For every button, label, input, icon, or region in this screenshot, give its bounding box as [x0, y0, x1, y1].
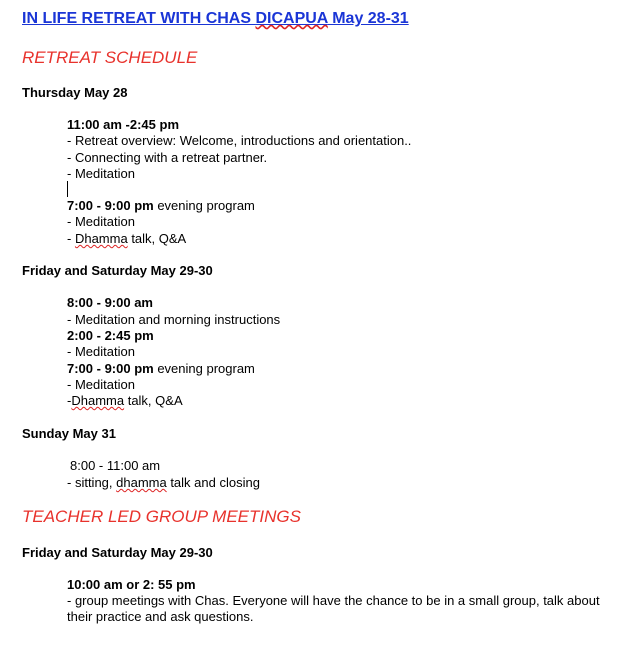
group-meetings-day: Friday and Saturday May 29-30: [22, 545, 213, 560]
thursday-item-5-word: Dhamma: [74, 231, 128, 246]
thursday-item-3: - Meditation: [67, 166, 135, 181]
sunday-item-word: dhamma: [116, 475, 167, 490]
thursday-item-2: - Connecting with a retreat partner.: [67, 150, 268, 165]
sunday-item-pre: - sitting,: [67, 475, 117, 490]
sunday-item-1: [67, 475, 260, 491]
friday-item-1: - Meditation and morning instructions: [67, 312, 281, 327]
title-part-1: IN LIFE RETREAT WITH CHAS: [22, 10, 256, 27]
retreat-schedule-heading: RETREAT SCHEDULE: [22, 48, 198, 67]
document-title: [22, 10, 409, 28]
thursday-item-5-post: talk, Q&A: [127, 231, 187, 246]
thursday-time-2: 7:00 - 9:00 pm: [67, 198, 154, 213]
sunday-time-1: 8:00 - 11:00 am: [70, 458, 161, 473]
group-meetings-time: 10:00 am or 2: 55 pm: [67, 577, 196, 592]
friday-time-3-suffix: evening program: [153, 361, 255, 376]
thursday-item-5-pre: -: [67, 231, 75, 246]
title-name: DICAPUA: [255, 10, 328, 27]
group-meetings-description: - group meetings with Chas. Everyone will have the chance to be in a small group, talk about their practice and ask questions.: [67, 593, 600, 624]
friday-heading: Friday and Saturday May 29-30: [22, 263, 213, 278]
title-part-2: May 28-31: [327, 10, 409, 27]
thursday-time-1: 11:00 am -2:45 pm: [67, 117, 180, 132]
friday-time-3: 7:00 - 9:00 pm: [67, 361, 154, 376]
thursday-item-1: - Retreat overview: Welcome, introductions and orientation..: [67, 133, 412, 148]
friday-item-4: [67, 393, 183, 409]
group-meetings-heading: TEACHER LED GROUP MEETINGS: [22, 507, 301, 526]
friday-item-4-word: Dhamma: [71, 393, 125, 408]
friday-time-2: 2:00 - 2:45 pm: [67, 328, 154, 343]
thursday-item-5: [67, 231, 186, 247]
sunday-item-post: talk and closing: [166, 475, 260, 490]
friday-item-3: - Meditation: [67, 377, 135, 392]
thursday-time-2-line: [67, 198, 255, 214]
thursday-time-2-suffix: evening program: [153, 198, 255, 213]
friday-item-4-post: talk, Q&A: [124, 393, 183, 408]
friday-item-2: - Meditation: [67, 344, 135, 359]
thursday-heading: Thursday May 28: [22, 85, 128, 100]
friday-time-1: 8:00 - 9:00 am: [67, 295, 153, 310]
sunday-heading: Sunday May 31: [22, 426, 116, 441]
text-cursor: [67, 181, 68, 197]
friday-item-4-pre: -: [67, 393, 72, 408]
friday-time-3-line: [67, 361, 255, 377]
thursday-item-4: - Meditation: [67, 214, 135, 229]
